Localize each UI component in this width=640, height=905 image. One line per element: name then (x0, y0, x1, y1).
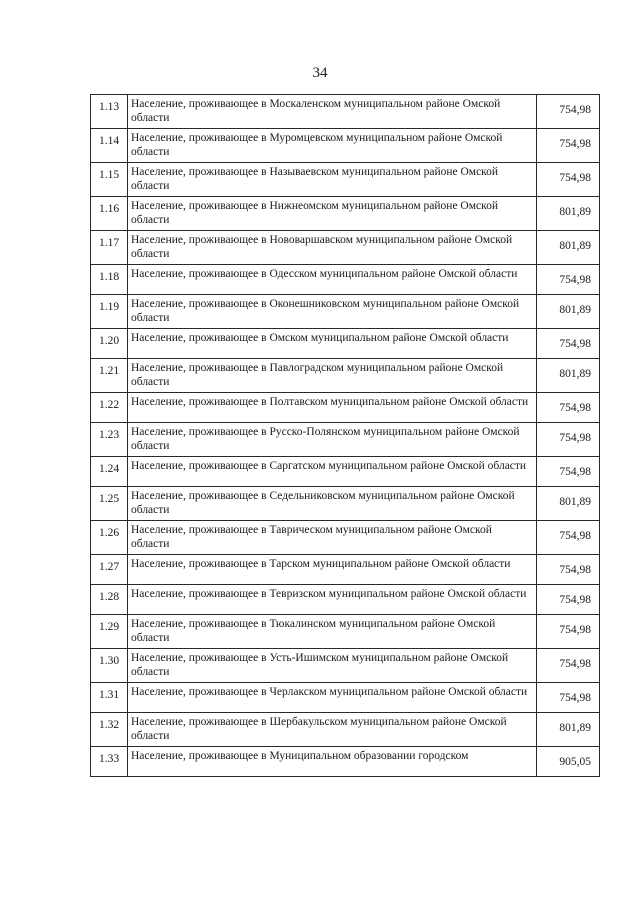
row-value: 754,98 (537, 95, 600, 129)
row-value: 754,98 (537, 585, 600, 615)
row-number: 1.33 (91, 747, 128, 777)
table-row (91, 457, 600, 487)
row-number: 1.27 (91, 555, 128, 585)
row-value: 754,98 (537, 555, 600, 585)
row-value: 754,98 (537, 163, 600, 197)
page-number: 34 (312, 65, 328, 81)
row-value: 801,89 (537, 713, 600, 747)
row-number: 1.30 (91, 649, 128, 683)
row-value: 754,98 (537, 521, 600, 555)
row-description: Население, проживающее в Тевризском муниципальном районе Омской области (128, 585, 537, 615)
row-value: 754,98 (537, 649, 600, 683)
row-value: 801,89 (537, 359, 600, 393)
row-description: Население, проживающее в Саргатском муниципальном районе Омской области (128, 457, 537, 487)
table-row (91, 615, 600, 649)
table-row (91, 295, 600, 329)
row-description: Население, проживающее в Москаленском муниципальном районе Омской области (128, 95, 537, 129)
row-description: Население, проживающее в Шербакульском муниципальном районе Омской области (128, 713, 537, 747)
table-row (91, 585, 600, 615)
row-value: 754,98 (537, 129, 600, 163)
table-row (91, 197, 600, 231)
row-number: 1.28 (91, 585, 128, 615)
row-number: 1.26 (91, 521, 128, 555)
table-row (91, 163, 600, 197)
row-description: Население, проживающее в Нижнеомском муниципальном районе Омской области (128, 197, 537, 231)
row-number: 1.31 (91, 683, 128, 713)
row-description: Население, проживающее в Муниципальном образовании городском (128, 747, 537, 777)
row-value: 754,98 (537, 329, 600, 359)
table-row (91, 713, 600, 747)
row-number: 1.29 (91, 615, 128, 649)
row-number: 1.18 (91, 265, 128, 295)
row-value: 754,98 (537, 423, 600, 457)
row-number: 1.23 (91, 423, 128, 457)
tariff-table-body (91, 95, 600, 777)
table-row (91, 329, 600, 359)
row-number: 1.25 (91, 487, 128, 521)
row-value: 905,05 (537, 747, 600, 777)
row-number: 1.32 (91, 713, 128, 747)
table-row (91, 683, 600, 713)
row-description: Население, проживающее в Нововаршавском муниципальном районе Омской области (128, 231, 537, 265)
row-number: 1.15 (91, 163, 128, 197)
row-description: Население, проживающее в Седельниковском муниципальном районе Омской области (128, 487, 537, 521)
table-row (91, 555, 600, 585)
row-number: 1.19 (91, 295, 128, 329)
row-value: 801,89 (537, 295, 600, 329)
table-row (91, 95, 600, 129)
row-number: 1.17 (91, 231, 128, 265)
table-row (91, 649, 600, 683)
row-number: 1.22 (91, 393, 128, 423)
row-description: Население, проживающее в Полтавском муниципальном районе Омской области (128, 393, 537, 423)
row-value: 801,89 (537, 197, 600, 231)
row-description: Население, проживающее в Омском муниципальном районе Омской области (128, 329, 537, 359)
table-row (91, 231, 600, 265)
row-number: 1.16 (91, 197, 128, 231)
row-description: Население, проживающее в Тюкалинском муниципальном районе Омской области (128, 615, 537, 649)
row-value: 754,98 (537, 393, 600, 423)
row-value: 754,98 (537, 615, 600, 649)
row-value: 801,89 (537, 487, 600, 521)
row-number: 1.13 (91, 95, 128, 129)
tariff-table (90, 94, 600, 777)
table-row (91, 265, 600, 295)
row-description: Население, проживающее в Черлакском муниципальном районе Омской области (128, 683, 537, 713)
row-number: 1.24 (91, 457, 128, 487)
table-row (91, 393, 600, 423)
table-row (91, 521, 600, 555)
row-number: 1.14 (91, 129, 128, 163)
row-description: Население, проживающее в Павлоградском муниципальном районе Омской области (128, 359, 537, 393)
table-row (91, 129, 600, 163)
row-description: Население, проживающее в Одесском муниципальном районе Омской области (128, 265, 537, 295)
table-row (91, 359, 600, 393)
row-description: Население, проживающее в Русско-Полянском муниципальном районе Омской области (128, 423, 537, 457)
table-row (91, 747, 600, 777)
row-value: 754,98 (537, 457, 600, 487)
row-value: 754,98 (537, 265, 600, 295)
row-value: 801,89 (537, 231, 600, 265)
table-row (91, 487, 600, 521)
row-description: Население, проживающее в Называевском муниципальном районе Омской области (128, 163, 537, 197)
row-value: 754,98 (537, 683, 600, 713)
row-number: 1.21 (91, 359, 128, 393)
row-description: Население, проживающее в Муромцевском муниципальном районе Омской области (128, 129, 537, 163)
row-description: Население, проживающее в Тарском муниципальном районе Омской области (128, 555, 537, 585)
row-description: Население, проживающее в Таврическом муниципальном районе Омской области (128, 521, 537, 555)
row-number: 1.20 (91, 329, 128, 359)
row-description: Население, проживающее в Оконешниковском муниципальном районе Омской области (128, 295, 537, 329)
row-description: Население, проживающее в Усть-Ишимском муниципальном районе Омской области (128, 649, 537, 683)
table-row (91, 423, 600, 457)
